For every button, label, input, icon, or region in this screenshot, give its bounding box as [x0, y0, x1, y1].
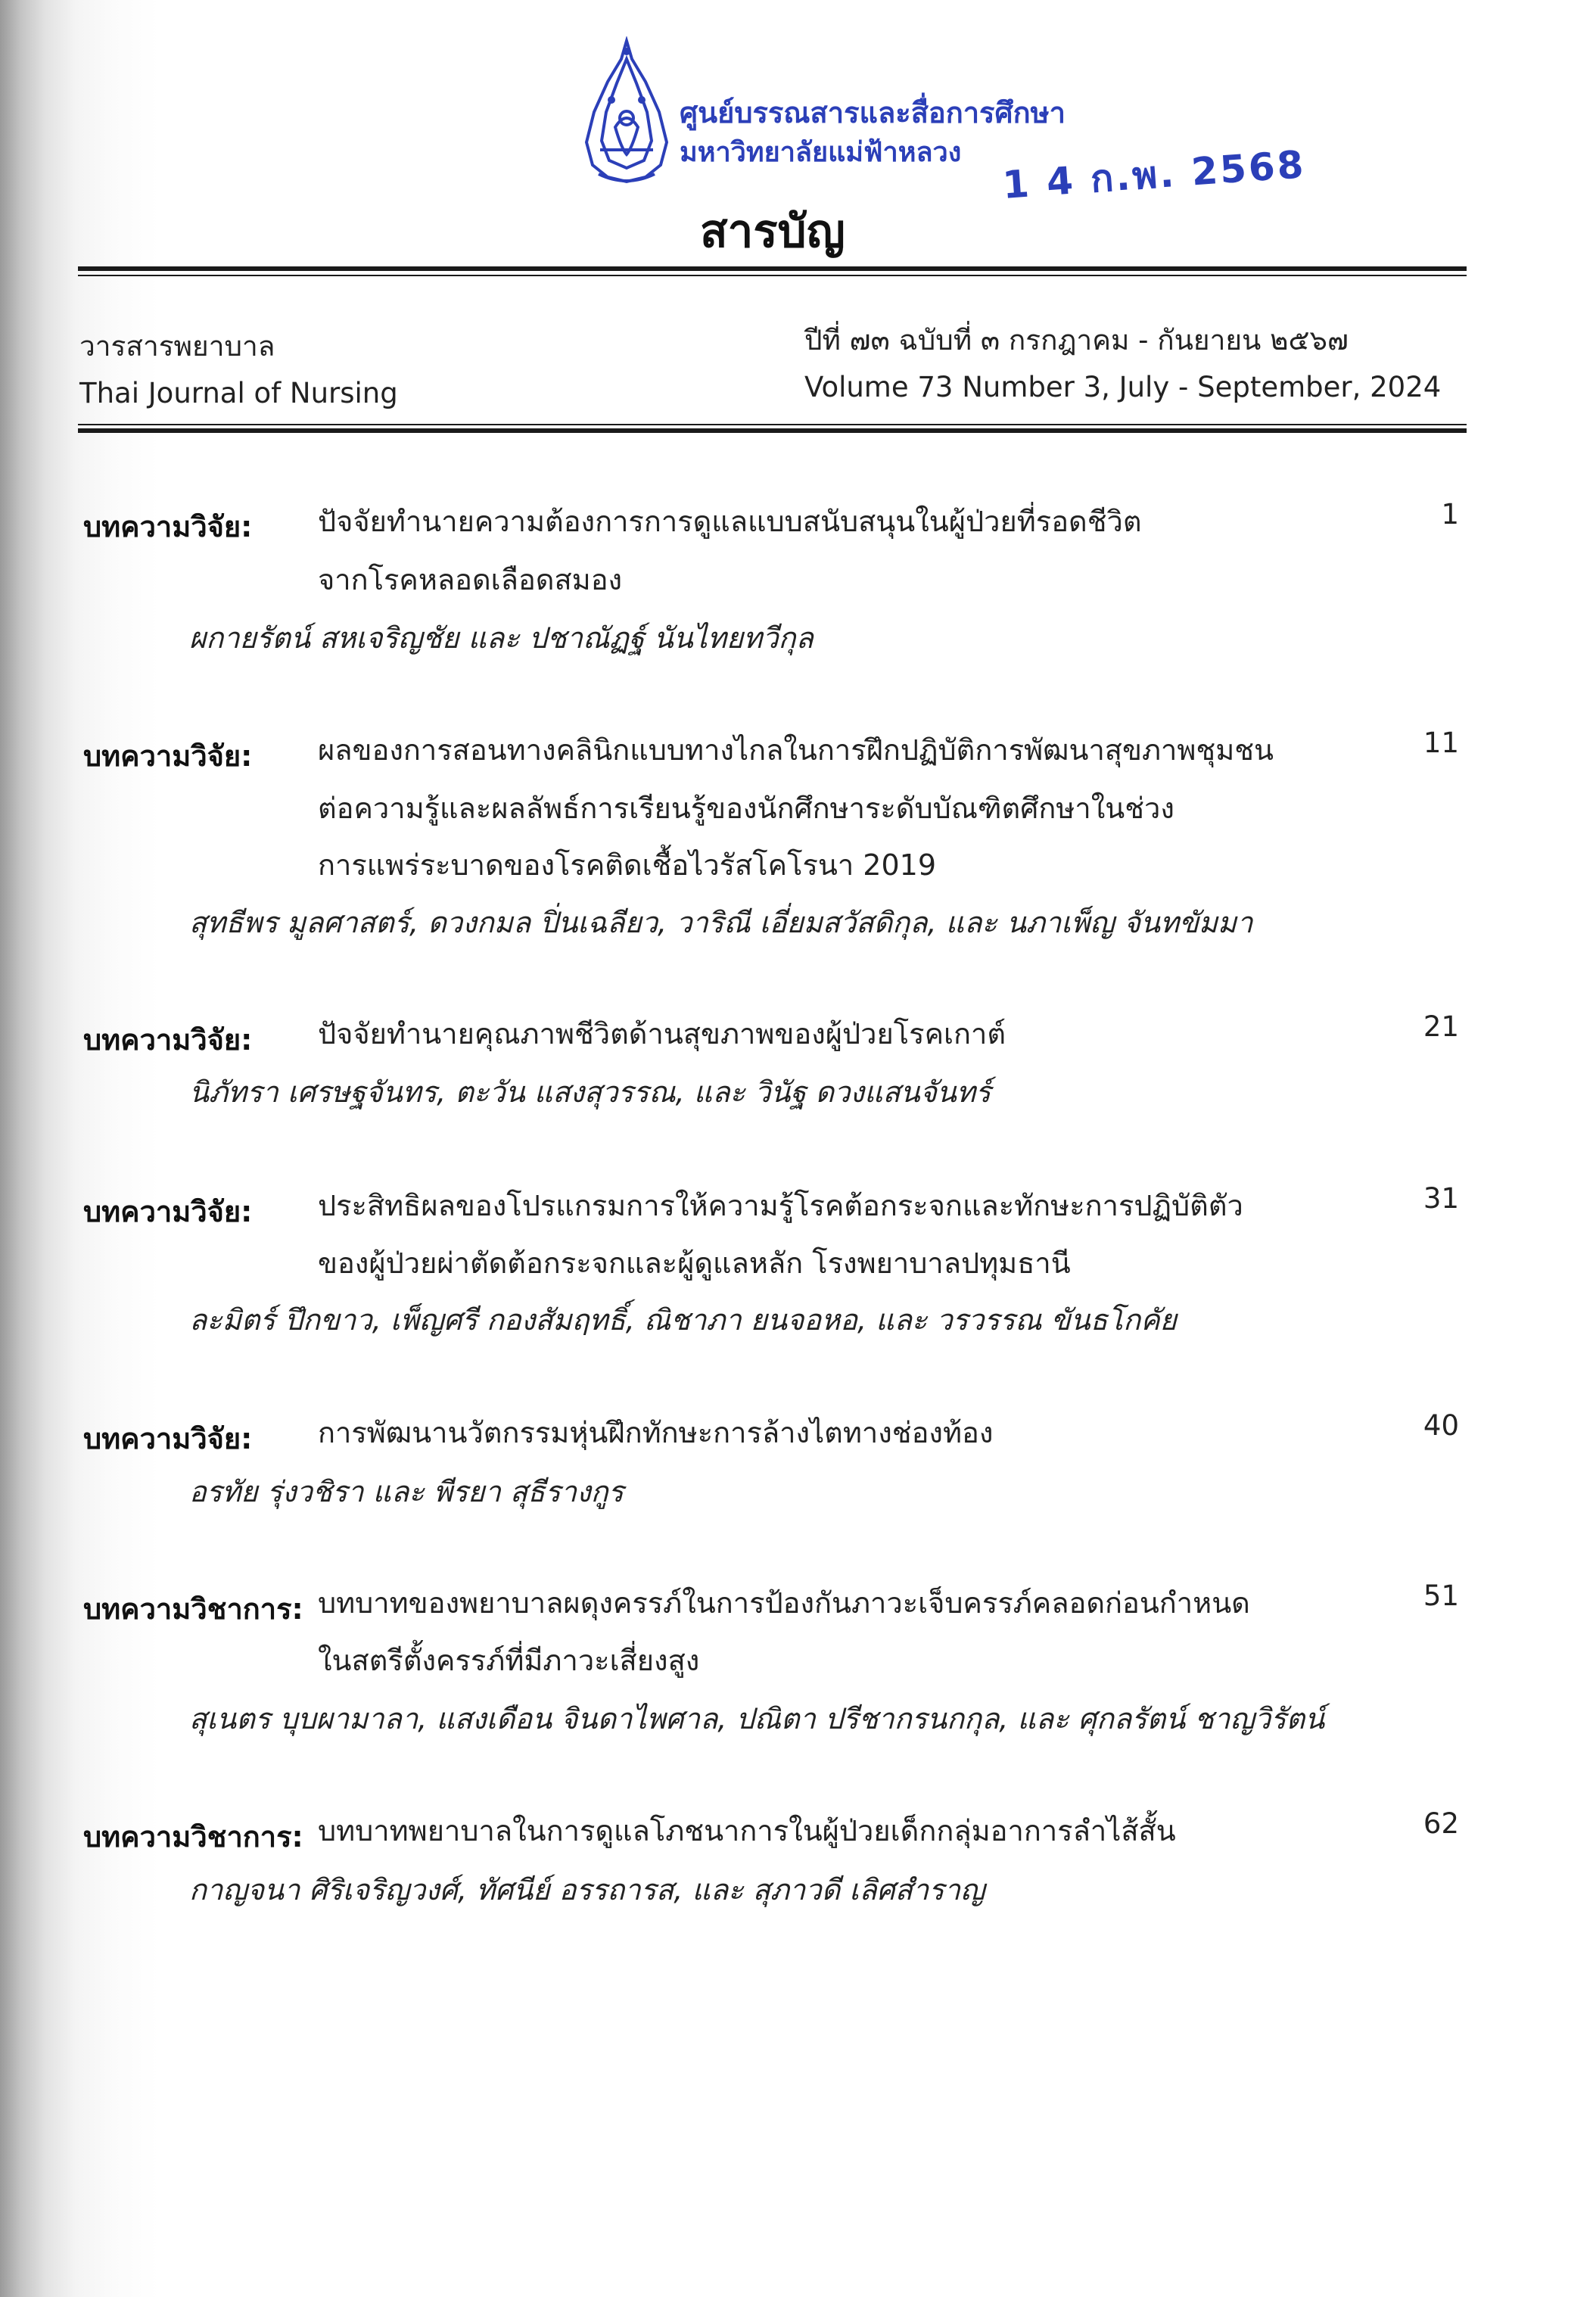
- entry-title-line: ปัจจัยทำนายความต้องการการดูแลแบบสนับสนุนในผู้ป่วยที่รอดชีวิต: [318, 505, 1142, 538]
- entry-title-line: ของผู้ป่วยผ่าตัดต้อกระจกและผู้ดูแลหลัก โรงพยาบาลปทุมธานี: [318, 1247, 1071, 1280]
- entry-title-line: บทบาทพยาบาลในการดูแลโภชนาการในผู้ป่วยเด็กกลุ่มอาการลำไส้สั้น: [318, 1814, 1176, 1847]
- entry-title-line: ต่อความรู้และผลลัพธ์การเรียนรู้ของนักศึกษาระดับบัณฑิตศึกษาในช่วง: [318, 792, 1174, 825]
- entry-authors: ผกายรัตน์ สหเจริญชัย และ ปชาณัฏฐ์ นันไทยทวีกุล: [189, 621, 814, 655]
- university-emblem-icon: [577, 36, 676, 184]
- journal-name-english: Thai Journal of Nursing: [79, 377, 398, 409]
- entry-category: บทความวิชาการ:: [83, 1820, 303, 1853]
- entry-authors: สุเนตร บุบผามาลา, แสงเดือน จินดาไพศาล, ปณิตา ปรีชากรนกกุล, และ ศุกลรัตน์ ชาญวิรัตน์: [189, 1702, 1325, 1735]
- divider-rule-thin: [78, 424, 1467, 425]
- issue-info-thai: ปีที่ ๗๓ ฉบับที่ ๓ กรกฎาคม - กันยายน ๒๕๖๗: [804, 324, 1349, 356]
- divider-rule-thick: [78, 428, 1467, 433]
- entry-title-line: ประสิทธิผลของโปรแกรมการให้ความรู้โรคต้อกระจกและทักษะการปฏิบัติตัว: [318, 1189, 1243, 1222]
- journal-name-thai: วารสารพยาบาล: [79, 330, 275, 363]
- stamp-university-name: มหาวิทยาลัยแม่ฟ้าหลวง: [680, 137, 962, 168]
- issue-info-english: Volume 73 Number 3, July - September, 2024: [804, 371, 1442, 403]
- header-rule-thin: [78, 275, 1467, 276]
- entry-title-line: การแพร่ระบาดของโรคติดเชื้อไวรัสโคโรนา 2019: [318, 848, 937, 882]
- entry-category: บทความวิจัย:: [83, 1023, 253, 1057]
- page-title: สารบัญ: [700, 205, 845, 258]
- entry-authors: อรทัย รุ่งวชิรา และ พีรยา สุธีรางกูร: [189, 1475, 624, 1508]
- entry-authors: สุทธีพร มูลศาสตร์, ดวงกมล ปิ่นเฉลียว, วาริณี เอี่ยมสวัสดิกุล, และ นภาเพ็ญ จันทขัมมา: [189, 906, 1253, 939]
- entry-page-number: 62: [1423, 1807, 1459, 1840]
- entry-title-line: ปัจจัยทำนายคุณภาพชีวิตด้านสุขภาพของผู้ป่วยโรคเกาต์: [318, 1017, 1006, 1050]
- entry-authors: นิภัทรา เศรษฐจันทร, ตะวัน แสงสุวรรณ, และ วินัฐ ดวงแสนจันทร์: [189, 1075, 991, 1109]
- stamp-date: 1 4 ก.พ. 2568: [1000, 142, 1308, 207]
- entry-category: บทความวิจัย:: [83, 510, 253, 543]
- entry-title-line: ในสตรีตั้งครรภ์ที่มีภาวะเสี่ยงสูง: [318, 1644, 700, 1677]
- entry-authors: กาญจนา ศิริเจริญวงศ์, ทัศนีย์ อรรถารส, และ สุภาวดี เลิศสำราญ: [189, 1873, 985, 1906]
- entry-title-line: จากโรคหลอดเลือดสมอง: [318, 563, 623, 596]
- entry-authors: ละมิตร์ ปึกขาว, เพ็ญศรี กองสัมฤทธิ์, ณิชาภา ยนจอหอ, และ วรวรรณ ขันธโกคัย: [189, 1303, 1177, 1337]
- entry-page-number: 11: [1423, 727, 1459, 759]
- entry-category: บทความวิจัย:: [83, 1422, 253, 1455]
- entry-category: บทความวิจัย:: [83, 739, 253, 773]
- header-rule-thick: [78, 266, 1467, 271]
- entry-page-number: 1: [1441, 498, 1459, 531]
- entry-title-line: บทบาทของพยาบาลผดุงครรภ์ในการป้องกันภาวะเจ็บครรภ์คลอดก่อนกำหนด: [318, 1586, 1250, 1620]
- entry-page-number: 51: [1423, 1580, 1459, 1612]
- entry-category: บทความวิชาการ:: [83, 1592, 303, 1626]
- entry-title-line: การพัฒนานวัตกรรมหุ่นฝึกทักษะการล้างไตทางช่องท้อง: [318, 1416, 994, 1449]
- entry-title-line: ผลของการสอนทางคลินิกแบบทางไกลในการฝึกปฏิบัติการพัฒนาสุขภาพชุมชน: [318, 733, 1274, 767]
- entry-page-number: 40: [1423, 1409, 1459, 1442]
- entry-category: บทความวิจัย:: [83, 1195, 253, 1228]
- entry-page-number: 21: [1423, 1010, 1459, 1043]
- stamp-library-name: ศูนย์บรรณสารและสื่อการศึกษา: [680, 96, 1066, 129]
- entry-page-number: 31: [1423, 1182, 1459, 1215]
